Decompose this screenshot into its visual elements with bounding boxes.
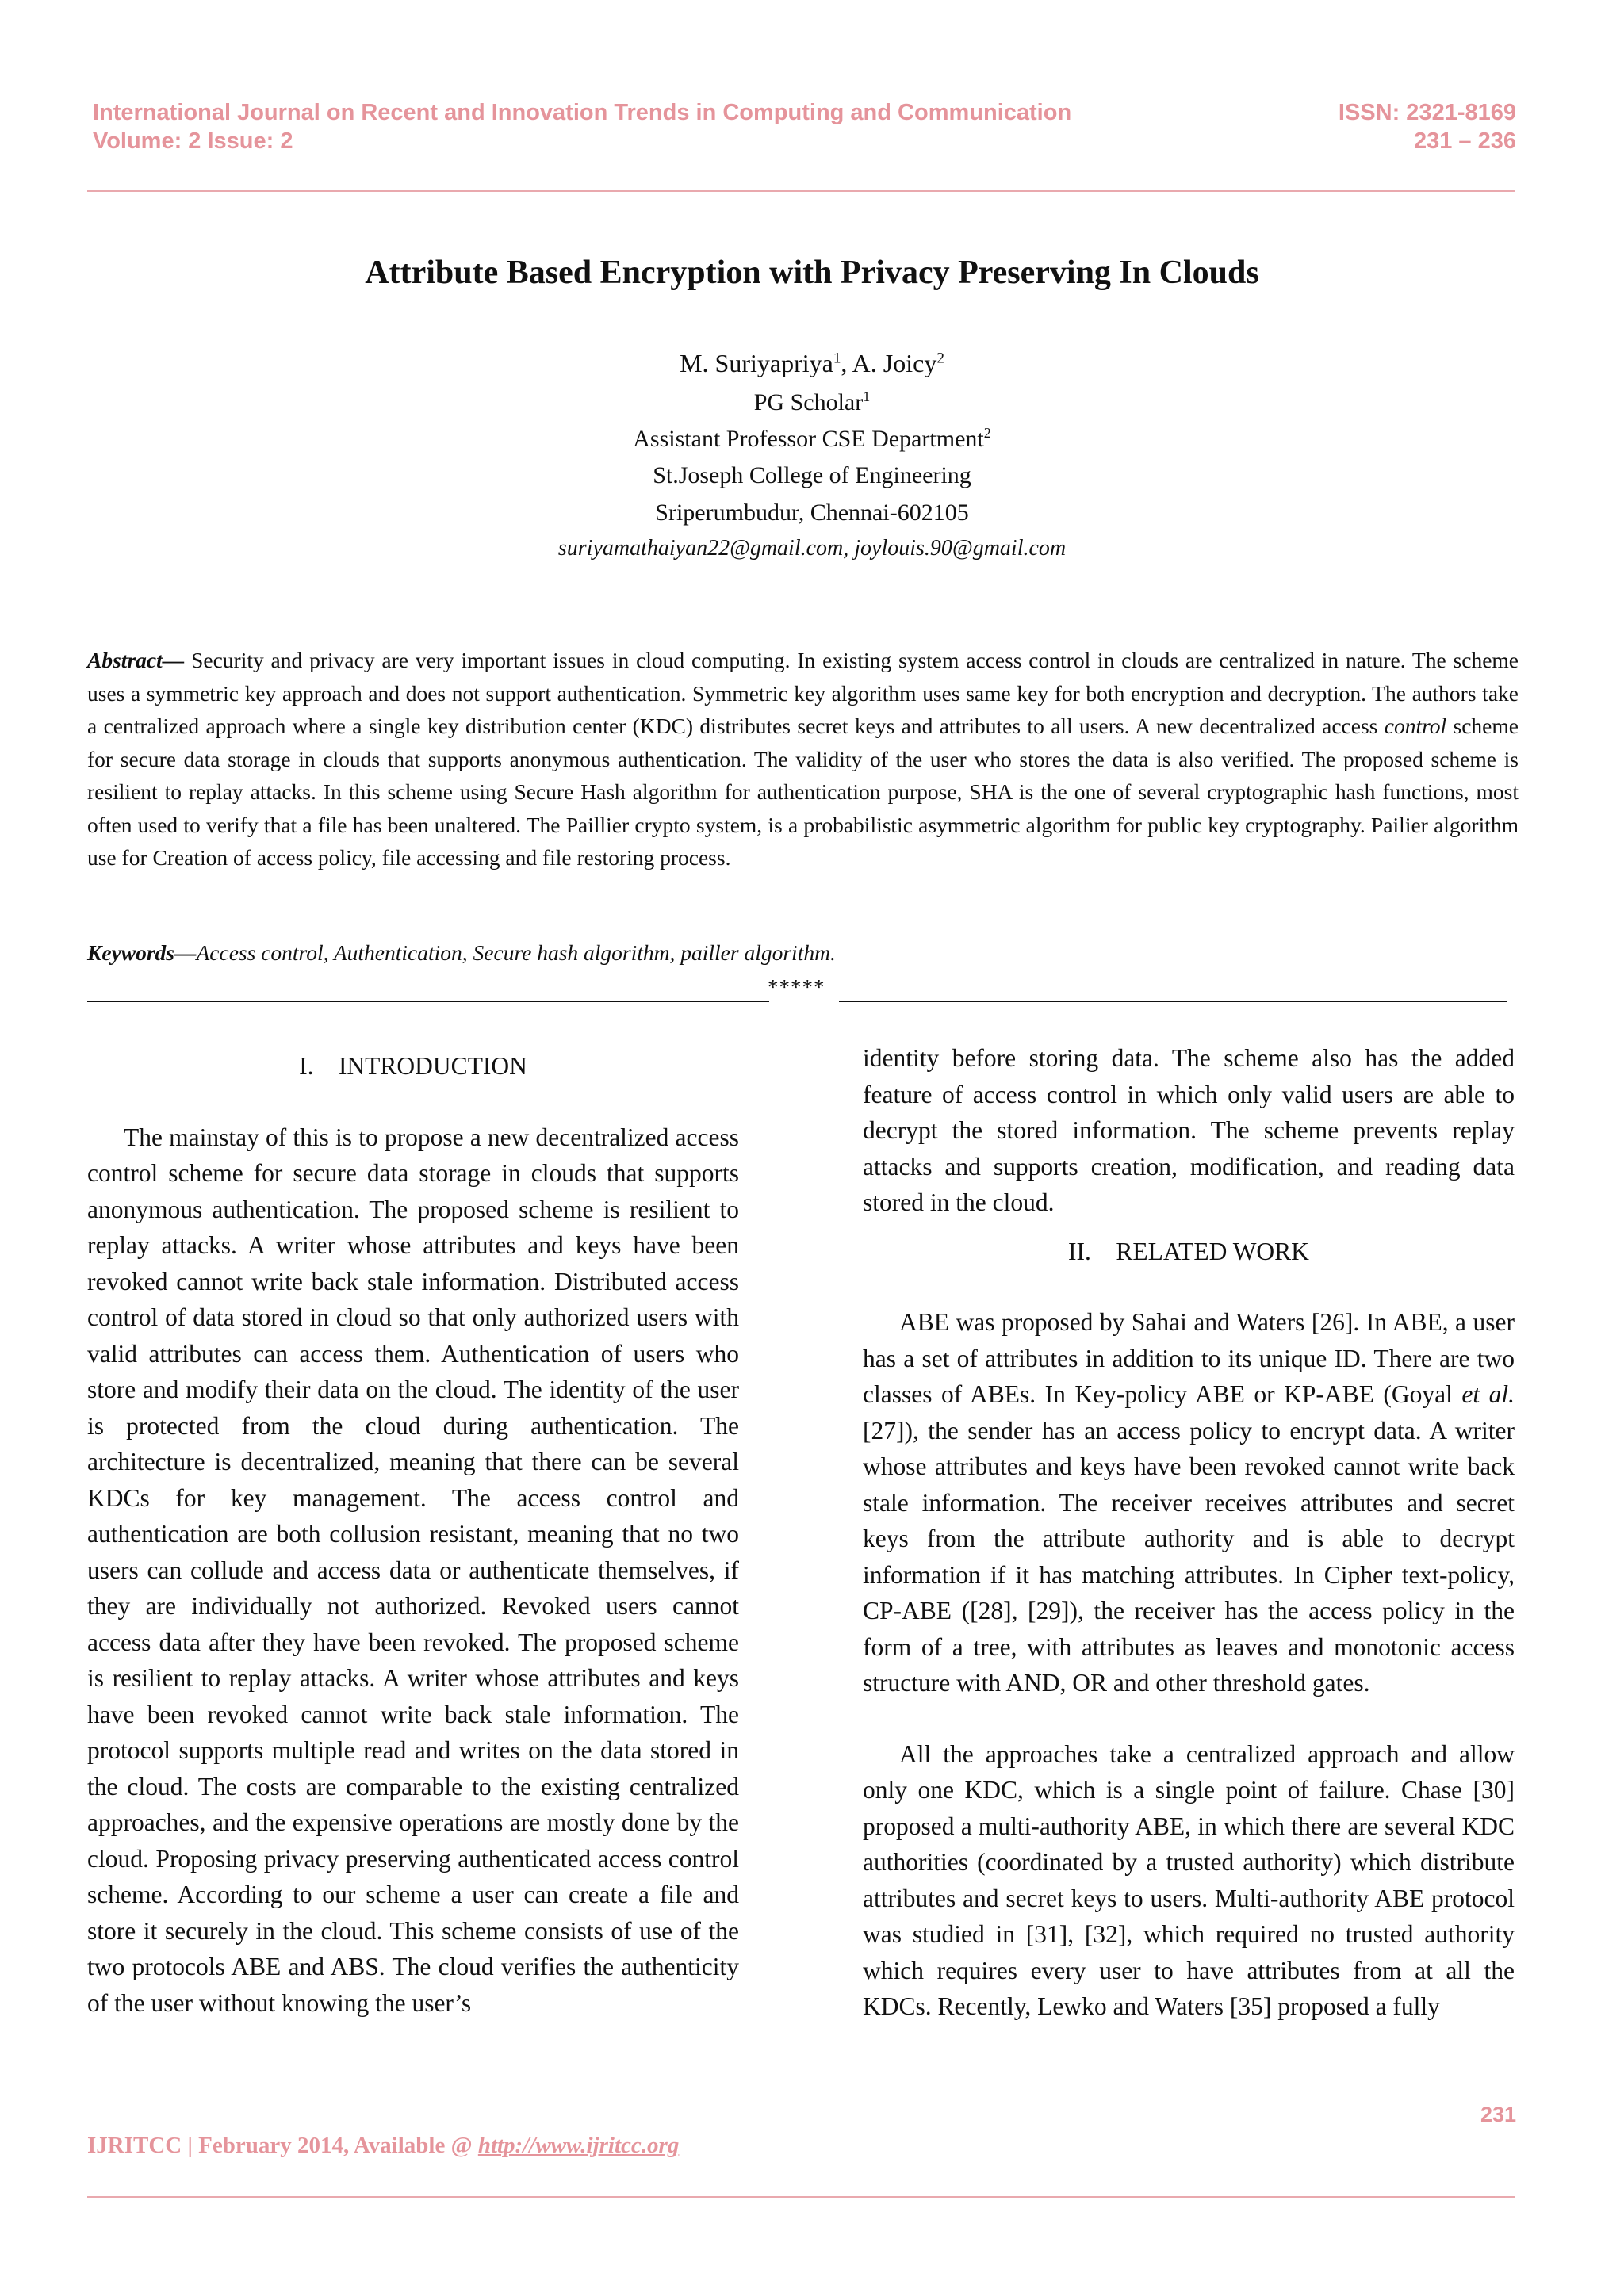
- left-column: [87, 1048, 739, 2021]
- related-p1-part-a: ABE was proposed by Sahai and Waters [26]. In ABE, a user has a set of attributes in addition to its unique ID. There are two classes of ABEs. In Key-policy ABE or KP-ABE (Goyal: [863, 1308, 1515, 1408]
- abstract-text-2: scheme for secure data storage in clouds that supports anonymous authentication. The validity of the user who stores the data is also verified. The proposed scheme is resilient to replay attacks. In this scheme using Secure Hash algorithm for authentication purpose, SHA is the one of several cryptographic hash functions, most often used to verify that a file has been unaltered. The Paillier crypto system, is a probabilistic asymmetric algorithm for public key cryptography. Pailier algorithm use for Creation of access policy, file accessing and file restoring process.: [87, 714, 1519, 870]
- keywords: [87, 940, 836, 966]
- footer-link[interactable]: http://www.ijritcc.org: [477, 2133, 680, 2158]
- page-number: 231: [1480, 2103, 1516, 2126]
- abstract-label: Abstract—: [87, 648, 185, 672]
- section-related-work-heading: II. RELATED WORK: [1068, 1237, 1309, 1265]
- abstract-text-1: Security and privacy are very important issues in cloud computing. In existing system access control in clouds are centralized in nature. The scheme uses a symmetric key approach and does not support authentication. Symmetric key algorithm uses same key for both encryption and decryption. The authors take a centralized approach where a single key distribution center (KDC) distributes secret keys and attributes to all users. A new decentralized access: [87, 648, 1519, 738]
- related-paragraph-2: All the approaches take a centralized approach and allow only one KDC, which is a single point of failure. Chase [30] proposed a multi-authority ABE, in which there are several KDC authorities (coordinated by a trusted authority) which distribute attributes and secret keys to users. Multi-authority ABE protocol was studied in [31], [32], which required no trusted authority which requires every user to have attributes from at all the KDCs. Recently, Lewko and Waters [35] proposed a fully: [863, 1739, 1515, 2020]
- author-separator: ,: [841, 349, 852, 377]
- separator-stars: *****: [768, 975, 825, 999]
- author-emails: suriyamathaiyan22@gmail.com, joylouis.90@gmail.com: [557, 536, 1067, 561]
- author-1-sup: 1: [833, 350, 841, 367]
- journal-issn: ISSN: 2321-8169: [1338, 100, 1516, 125]
- intro-continuation: identity before storing data. The scheme also has the added feature of access control in which only valid users are able to decrypt the stored information. The scheme prevents replay attacks and supports creation, modification, and reading data stored in the cloud.: [863, 1044, 1515, 1216]
- footer-rule: [87, 2196, 1515, 2198]
- intro-paragraph: The mainstay of this is to propose a new decentralized access control scheme for secure data storage in clouds that supports anonymous authentication. The proposed scheme is resilient to replay attacks. A writer whose attributes and keys have been revoked cannot write back stale information. Distributed access control of data stored in cloud so that only authorized users with valid attributes can access them. Authentication of users who store and modify their data on the cloud. The identity of the user is protected from the cloud during authentication. The architecture is decentralized, meaning that there can be several KDCs for key management. The access control and authentication are both collusion resistant, meaning that no two users can collude and access data or authenticate themselves, if they are individually not authorized. Revoked users cannot access data after they have been revoked. The proposed scheme is resilient to replay attacks. A writer whose attributes and keys have been revoked cannot write back stale information. The protocol supports multiple read and writes on the data stored in the cloud. The costs are comparable to the existing centralized approaches, and the expensive operations are mostly done by the cloud. Proposing privacy preserving authenticated access control scheme. According to our scheme a user can create a file and store it securely in the cloud. This scheme consists of use of the two protocols ABE and ABS. The cloud verifies the authenticity of the user without knowing the user’s: [87, 1123, 739, 2017]
- author-2: A. Joicy: [852, 349, 937, 377]
- section-introduction-heading: I. INTRODUCTION: [299, 1052, 527, 1080]
- related-p1-part-b: [27]), the sender has an access policy to encrypt data. A writer whose attributes and keys have been revoked cannot write back stale information. The receiver receives attributes and secret keys from the attribute authority and is able to decrypt information if it has matching attributes. In Cipher text-policy, CP-ABE ([28], [29]), the receiver has the access policy in the form of a tree, with attributes as leaves and monotonic access structure with AND, OR and other threshold gates.: [863, 1416, 1515, 1697]
- journal-name: International Journal on Recent and Innovation Trends in Computing and Communication: [93, 100, 1072, 125]
- paper-title: Attribute Based Encryption with Privacy Preserving In Clouds: [365, 254, 1259, 291]
- affiliation-location: Sriperumbudur, Chennai-602105: [655, 499, 969, 526]
- role-2-sup: 2: [983, 425, 991, 441]
- author-2-sup: 2: [936, 350, 944, 367]
- keywords-label: Keywords—: [87, 940, 197, 965]
- role-1: PG Scholar: [753, 389, 864, 415]
- header-rule: [87, 190, 1515, 192]
- role-2: Assistant Professor CSE Department: [633, 426, 984, 452]
- footer: [87, 2133, 679, 2159]
- affiliation-college: St.Joseph College of Engineering: [653, 462, 971, 488]
- journal-pages: 231 – 236: [1413, 128, 1516, 154]
- related-paragraph-1: [863, 1304, 1515, 1701]
- related-p1-etal: et al.: [1461, 1380, 1515, 1408]
- right-column: [863, 1040, 1515, 2025]
- role-1-sup: 1: [863, 388, 871, 404]
- separator-left-rule: [87, 1001, 769, 1002]
- author-1: M. Suriyapriya: [680, 349, 833, 377]
- journal-volume: Volume: 2 Issue: 2: [93, 128, 293, 154]
- author-line: [0, 349, 1624, 378]
- abstract: [87, 644, 1519, 874]
- abstract-italic-word: control: [1384, 714, 1447, 738]
- affiliation-role-2: [0, 425, 1624, 453]
- footer-text: IJRITCC | February 2014, Available @: [87, 2133, 478, 2158]
- affiliation-role-1: [0, 388, 1624, 416]
- separator-right-rule: [839, 1001, 1507, 1002]
- keywords-text: Access control, Authentication, Secure hash algorithm, pailler algorithm.: [196, 940, 836, 965]
